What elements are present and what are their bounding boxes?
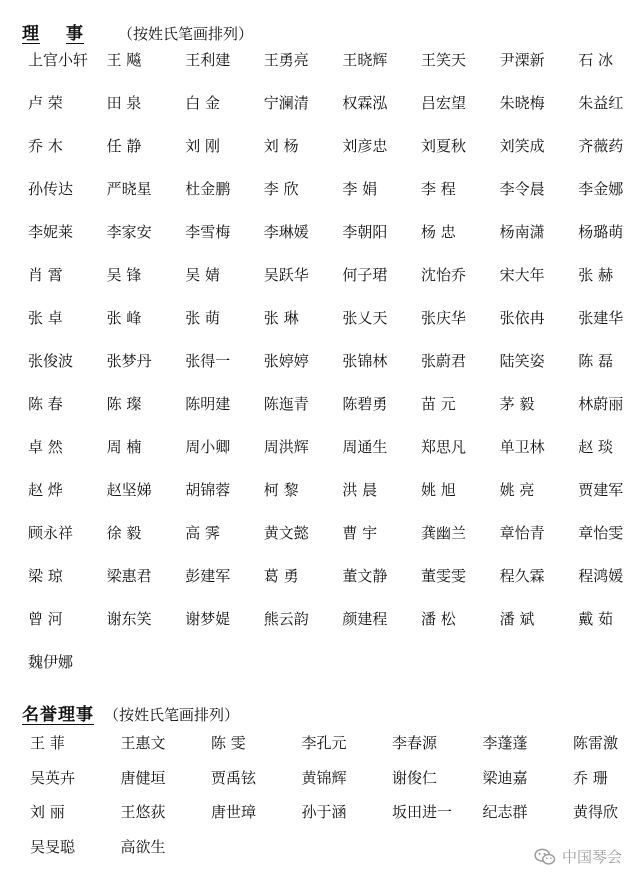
name-entry: 李 欣 [263,180,299,198]
name-entry: 周通生 [342,438,388,456]
name-entry: 李蓬蓬 [482,734,528,752]
name-entry: 章怡雯 [578,524,624,542]
honorary-order-note: （按姓氏笔画排列） [104,706,240,724]
name-entry: 李孔元 [301,734,347,752]
name-entry: 单卫林 [499,438,545,456]
name-entry: 李令晨 [499,180,545,198]
name-entry: 陈 雯 [211,734,246,752]
name-entry: 张 萌 [185,309,220,327]
name-entry: 李雪梅 [185,223,231,241]
name-entry: 孙于涵 [301,803,347,821]
name-entry: 周 楠 [106,438,142,456]
name-entry: 李春源 [392,734,438,752]
name-entry: 李琳媛 [263,223,309,241]
name-entry: 高 霁 [185,524,220,542]
name-entry: 魏伊娜 [28,653,74,671]
directors-title-char: 事 [66,24,84,44]
directors-header [22,19,253,45]
name-entry: 李妮莱 [28,223,74,241]
name-entry: 姚 旭 [421,481,456,499]
name-entry: 苗 元 [421,395,456,413]
name-entry: 吴 婧 [185,266,220,284]
name-entry: 曹 宇 [342,524,378,542]
name-entry: 肖 霄 [28,266,63,284]
name-entry: 吴跃华 [263,266,309,284]
name-entry: 刘 丽 [30,803,65,821]
name-entry: 宁澜清 [263,94,309,112]
directors-order-note: （按姓氏笔画排列） [118,25,254,43]
name-entry: 杨 忠 [421,223,456,241]
name-entry: 刘 刚 [185,137,220,155]
name-entry: 柯 黎 [263,481,299,499]
name-entry: 杜金鹏 [185,180,231,198]
name-entry: 周小卿 [185,438,231,456]
name-entry: 彭建军 [185,567,231,585]
name-entry: 张婷婷 [263,352,309,370]
name-entry: 谢梦媞 [185,610,231,628]
name-entry: 吴英卉 [30,768,76,787]
name-entry: 朱益红 [578,94,624,112]
name-entry: 王晓辉 [342,51,388,69]
name-entry: 周洪辉 [263,438,309,456]
directors-title [22,19,84,44]
name-entry: 徐 毅 [106,524,142,542]
name-entry: 刘夏秋 [421,137,467,155]
name-entry: 梁 琼 [28,567,63,585]
name-entry: 潘 松 [421,610,456,628]
name-entry: 姚 亮 [499,481,535,499]
name-entry: 李金娜 [578,180,624,198]
name-entry: 陈 春 [28,395,63,413]
name-entry: 颜建程 [342,610,388,628]
name-entry: 吴 锋 [106,266,142,284]
name-entry: 白 金 [185,94,220,112]
name-entry: 张 峰 [106,309,142,327]
name-entry: 坂田进一 [392,803,453,821]
name-entry: 龚幽兰 [421,524,467,542]
name-entry: 张建华 [578,309,624,327]
name-entry: 乔 木 [28,137,63,155]
name-entry: 李家安 [106,223,152,241]
name-entry: 尹溧新 [499,51,545,69]
name-entry: 王利建 [185,51,231,69]
name-entry: 卓 然 [28,438,63,456]
name-entry: 杨璐萌 [578,223,624,241]
name-entry: 陈 磊 [578,352,613,370]
name-entry: 陈 璨 [106,395,142,413]
name-entry: 赵 烨 [28,481,63,499]
name-entry: 唐世璋 [211,803,257,821]
name-entry: 梁迪嘉 [482,768,528,787]
name-entry: 田 泉 [106,94,142,112]
name-entry: 陈雷激 [573,734,619,752]
name-entry: 石 冰 [578,51,613,69]
honorary-title: 名誉理事 [22,705,94,725]
name-entry: 梁惠君 [106,567,152,585]
name-entry: 胡锦蓉 [185,481,231,499]
name-entry: 李 程 [421,180,456,198]
name-entry: 张得一 [185,352,231,370]
name-entry: 陈碧勇 [342,395,388,413]
name-entry: 王 菲 [30,734,65,752]
name-entry: 黄文懿 [263,524,309,542]
watermark-text: 中国琴会 [561,848,622,866]
name-entry: 张俊波 [28,352,74,370]
name-entry: 谢东笑 [106,610,152,628]
name-entry: 陈迤青 [263,395,309,413]
name-entry: 顾永祥 [28,524,74,542]
name-entry: 茅 毅 [499,395,535,413]
name-entry: 何子珺 [342,266,388,284]
name-entry: 郑思凡 [421,438,467,456]
name-entry: 李朝阳 [342,223,388,241]
name-entry: 刘彦忠 [342,137,388,155]
name-entry: 张 赫 [578,266,613,284]
name-entry: 张锦林 [342,352,388,370]
name-entry: 章怡青 [499,524,545,542]
name-entry: 唐健垣 [120,768,166,787]
directors-title-char: 理 [22,24,40,44]
name-entry: 王笑天 [421,51,467,69]
name-entry: 朱晓梅 [499,94,545,112]
name-entry: 齐薇药 [578,137,624,155]
name-entry: 宋大年 [499,266,545,284]
name-entry: 孙传达 [28,180,74,198]
name-entry: 刘 杨 [263,137,299,155]
name-entry: 吕宏望 [421,94,467,112]
name-entry: 黄锦辉 [301,768,347,787]
name-entry: 黄得欣 [573,803,619,821]
name-entry: 贾禹铉 [211,768,257,787]
name-entry: 葛 勇 [263,567,299,585]
name-entry: 张 琳 [263,309,299,327]
name-entry: 曾 河 [28,610,63,628]
name-entry: 沈怡乔 [421,266,467,284]
name-entry: 董雯雯 [421,567,467,585]
name-entry: 陆笑姿 [499,352,545,370]
name-entry: 张庆华 [421,309,467,327]
name-entry: 刘笑成 [499,137,545,155]
name-entry: 上官小轩 [28,51,89,69]
name-entry: 林蔚丽 [578,395,624,413]
name-entry: 陈明建 [185,395,231,413]
name-entry: 张梦丹 [106,352,152,370]
name-entry: 洪 晨 [342,481,378,499]
name-entry: 卢 荣 [28,94,63,112]
name-entry: 杨南潇 [499,223,545,241]
name-entry: 张 卓 [28,309,63,327]
name-entry: 王悠荻 [120,803,166,821]
name-entry: 张乂天 [342,309,388,327]
name-entry: 王勇亮 [263,51,309,69]
name-entry: 严晓星 [106,180,152,198]
name-entry: 吴旻聪 [30,837,76,856]
watermark [534,846,622,867]
name-entry: 任 静 [106,137,142,155]
honorary-header [22,700,239,726]
name-entry: 潘 斌 [499,610,535,628]
name-entry: 乔 珊 [573,768,608,787]
name-entry: 张蔚君 [421,352,467,370]
name-entry: 戴 茹 [578,610,613,628]
name-entry: 纪志群 [482,803,528,821]
name-entry: 高欲生 [120,837,166,856]
name-entry: 董文静 [342,567,388,585]
name-entry: 王 飚 [106,51,142,69]
name-entry: 程鸿媛 [578,567,624,585]
name-entry: 贾建军 [578,481,624,499]
name-entry: 权霖泓 [342,94,388,112]
name-entry: 赵坚娣 [106,481,152,499]
name-entry: 谢俊仁 [392,768,438,787]
name-entry: 程久霖 [499,567,545,585]
name-entry: 李 娟 [342,180,378,198]
wechat-icon [534,848,556,866]
name-entry: 王惠文 [120,734,166,752]
name-entry: 熊云韵 [263,610,309,628]
name-entry: 张依冉 [499,309,545,327]
name-entry: 赵 琰 [578,438,613,456]
